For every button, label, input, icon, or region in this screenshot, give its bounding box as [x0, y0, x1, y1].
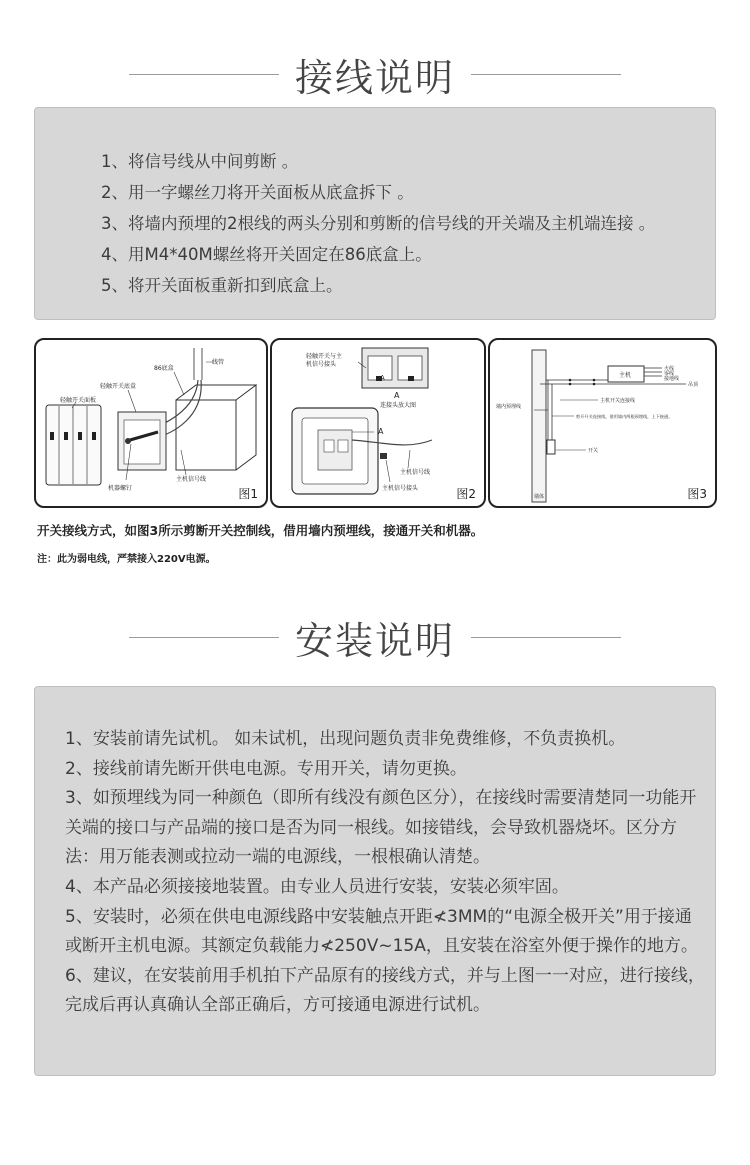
figure-2 [270, 338, 486, 508]
switch-panel [46, 405, 101, 485]
label-live: 火线 [664, 366, 675, 372]
label-cut-note: 剪开开关连接线，借用墙内两根预埋线，上下接通。 [576, 414, 673, 419]
figure-3-diagram [490, 340, 717, 508]
label-switch: 开关 [588, 448, 599, 454]
wiring-title: 接线说明 [294, 55, 455, 100]
figure-3 [488, 338, 717, 508]
label-signal-wire: 主机信号线 [176, 476, 207, 483]
label-ceiling: 吊顶 [688, 382, 699, 388]
title-divider-left [129, 74, 279, 75]
label-switch-wire: 主机开关连接线 [600, 398, 636, 404]
wiring-step: 1、将信号线从中间剪断 。 [101, 152, 299, 171]
label-connector-2: 机信号接头 [306, 361, 337, 368]
label-switch-box: 轻触开关底盒 [100, 383, 137, 390]
figure-2-caption: 图2 [456, 487, 476, 501]
label-neutral: 零线 [664, 371, 675, 377]
wiring-steps-list [101, 146, 715, 301]
switch [547, 440, 555, 454]
figure-2-diagram [272, 340, 486, 508]
label-screw: 机器螺钉 [108, 485, 133, 492]
label-ground: 接地线 [664, 376, 680, 382]
label-connector-1: 轻触开关与主 [306, 353, 343, 360]
label-box86: 86底盒 [154, 365, 174, 372]
label-a-side: A [378, 427, 384, 436]
label-host: 主机 [619, 372, 632, 379]
install-step: 3、如预埋线为同一种颜色（即所有线没有颜色区分），在接线时需要清楚同一功能开关端的接口与产品端的接口是否为同一根线。如接错线，会导致机器烧坏。区分方法：用万能表测或拉动一端的电源线，一根根确认清楚。 [65, 788, 697, 868]
label-signal-head: 主机信号接头 [382, 485, 419, 492]
install-section-title [0, 607, 750, 667]
install-step: 1、安装前请先试机。 如未试机，出现问题负责非免费维修，不负责换机。 [65, 729, 626, 749]
label-wall-wire: 墙内预埋线 [496, 404, 522, 410]
screw-head [125, 438, 131, 444]
box86-outline [176, 400, 236, 470]
label-switch-panel: 轻触开关面板 [60, 397, 97, 404]
install-instructions-panel [34, 686, 716, 1076]
warning-note: 注：此为弱电线，严禁接入220V电源。 [37, 554, 216, 565]
title-divider-left [129, 637, 279, 638]
wiring-section-title [0, 44, 750, 104]
label-wall: 墙体 [534, 494, 545, 500]
title-divider-right [471, 74, 621, 75]
label-a-mark: A [380, 374, 385, 382]
install-steps-list [65, 725, 715, 1021]
figure-1 [34, 338, 268, 508]
install-step: 6、建议，在安装前用手机拍下产品原有的接线方式，并与上图一一对应，进行接线，完成后再认真确认全部正确后，方可接通电源进行试机。 [65, 965, 705, 1016]
label-signal-wire: 主机信号线 [400, 469, 431, 476]
wiring-instructions-panel [34, 107, 716, 320]
install-step: 5、安装时，必须在供电电源线路中安装触点开距≮3MM的“电源全极开关”用于接通或断开主机电源。其额定负载能力≮250V~15A，且安装在浴室外便于操作的地方。 [65, 906, 698, 957]
title-divider-right [471, 637, 621, 638]
figure-1-diagram [36, 340, 268, 508]
box86-top [176, 385, 256, 400]
figure-3-caption: 图3 [687, 487, 707, 501]
wiring-note: 开关接线方式，如图3所示剪断开关控制线，借用墙内预埋线，接通开关和机器。 [37, 523, 484, 538]
wiring-step: 4、用M4*40M螺丝将开关固定在86底盒上。 [101, 245, 432, 264]
wall [532, 350, 546, 502]
label-enlarge-a: A [394, 391, 400, 400]
figure-1-caption: 图1 [238, 487, 258, 501]
label-conduit: 线管 [212, 359, 225, 366]
wiring-step: 3、将墙内预埋的2根线的两头分别和剪断的信号线的开关端及主机端连接 。 [101, 214, 656, 233]
conduit-pipe [194, 348, 202, 380]
wiring-step: 2、用一字螺丝刀将开关面板从底盒拆下 。 [101, 183, 414, 202]
install-step: 4、本产品必须接接地装置。由专业人员进行安装，安装必须牢固。 [65, 876, 569, 897]
install-title: 安装说明 [294, 618, 455, 663]
wiring-step: 5、将开关面板重新扣到底盒上。 [101, 276, 343, 295]
label-enlarge-text: 连接头放大图 [380, 402, 417, 409]
install-step: 2、接线前请先断开供电电源。专用开关，请勿更换。 [65, 758, 467, 779]
signal-head [380, 453, 387, 459]
